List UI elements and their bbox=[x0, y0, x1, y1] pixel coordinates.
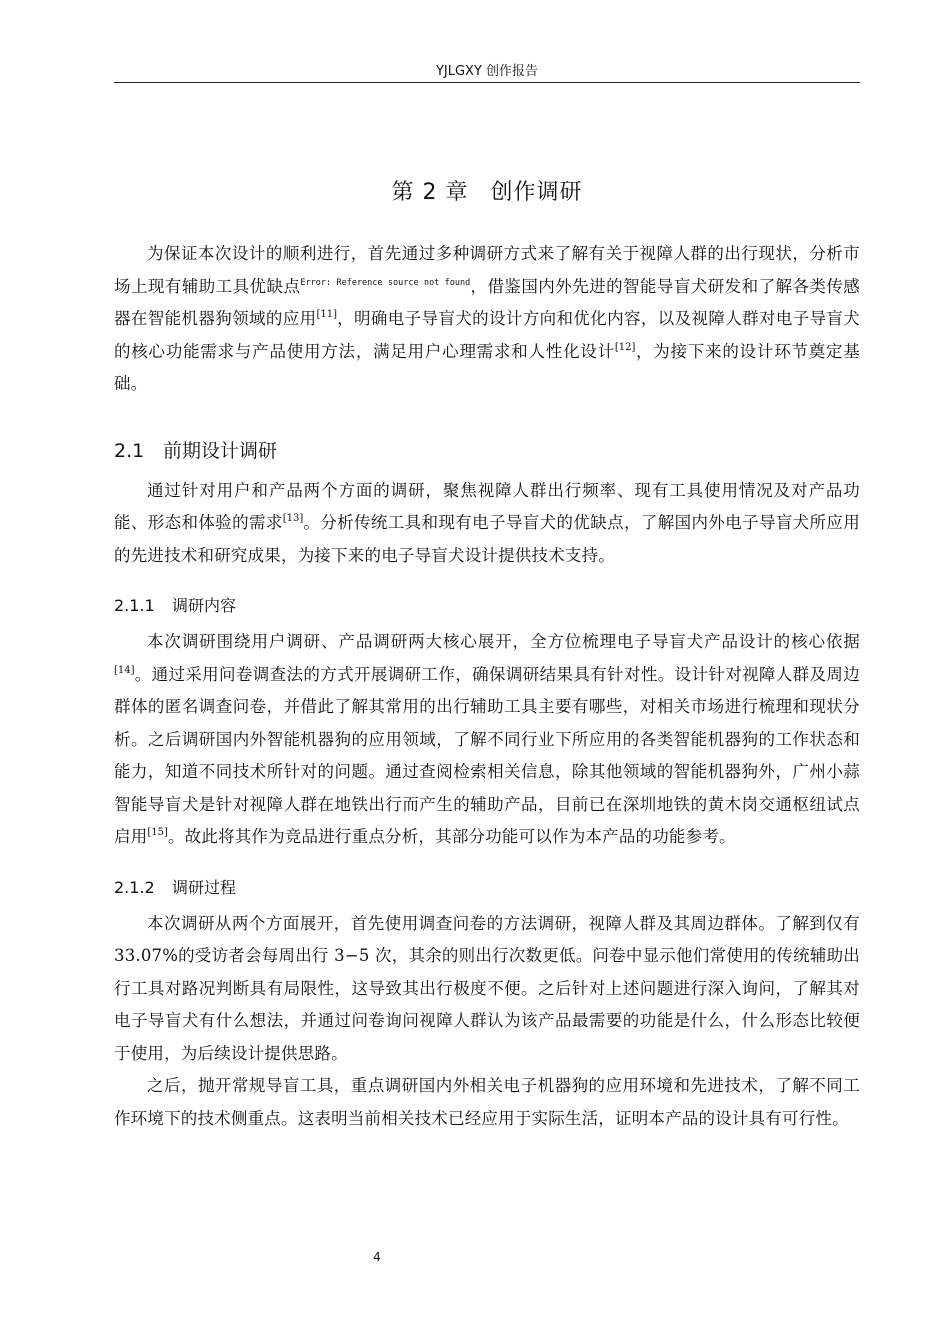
reference-error: Error: Reference source not found bbox=[300, 277, 471, 288]
chapter-title bbox=[114, 178, 860, 208]
chapter-number: 第 2 章 bbox=[391, 180, 469, 205]
citation: [13] bbox=[282, 513, 304, 524]
intro-text-3: ，明确电子导盲犬的设计方向和优化内容，以及视障人群对电子导盲犬的核心功能需求与产品使用方法，满足用户心理需求和人性化设计 bbox=[114, 309, 861, 361]
section-2-1-2-paragraph-1: 本次调研从两个方面展开，首先使用调查问卷的方法调研，视障人群及其周边群体。了解到仅有 33.07%的受访者会每周出行 3−5 次，其余的则出行次数更低。问卷中显示他们常使用的传统辅助出行工具对路况判断具有局限性，这导致其出行极度不便。之后针对上述问题进行深入询问，了解其对电子导盲犬有什么想法，并通过问卷询问视障人群认为该产品最需要的功能是什么，什么形态比较便于使用，为后续设计提供思路。 bbox=[114, 913, 860, 1063]
section-2-1-1-text-3: 。故此将其作为竞品进行重点分析，其部分功能可以作为本产品的功能参考。 bbox=[167, 827, 736, 846]
section-2-1-paragraph bbox=[114, 475, 860, 573]
intro-text-4: ，为接下来的设计环节奠定基础。 bbox=[114, 341, 860, 393]
intro-text-1: 为保证本次设计的顺利进行，首先通过多种调研方式来了解有关于视障人群的出行现状，分析市场上现有辅助工具优缺点 bbox=[114, 244, 860, 296]
subsection-title: 调研内容 bbox=[172, 596, 237, 615]
citation: [12] bbox=[614, 341, 636, 353]
citation: [11] bbox=[316, 309, 337, 320]
section-2-1-text-2: 。分析传统工具和现有电子导盲犬的优缺点，了解国内外电子导盲犬所应用的先进技术和研究成果，为接下来的电子导盲犬设计提供技术支持。 bbox=[114, 513, 860, 565]
section-2-1-1-text-1: 本次调研围绕用户调研、产品调研两大核心展开，全方位梳理电子导盲犬产品设计的核心依据 bbox=[147, 632, 860, 651]
subsection-heading-2-1-1 bbox=[114, 594, 860, 618]
section-2-1-1-text-2: 。通过采用问卷调查法的方式开展调研工作，确保调研结果具有针对性。设计针对视障人群及周边群体的匿名调查问卷，并借此了解其常用的出行辅助工具主要有哪些，对相关市场进行梳理和现状分析。之后调研国内外智能机器狗的应用领域，了解不同行业下所应用的各类智能机器狗的工作状态和能力，知道不同技术所针对的问题。通过查阅检索相关信息，除其他领域的智能机器狗外，广州小蒜智能导盲犬是针对视障人群在地铁出行而产生的辅助产品，目前已在深圳地铁的黄木岗交通枢纽试点启用 bbox=[114, 664, 860, 846]
header-rule bbox=[114, 82, 860, 83]
section-2-1-1-paragraph bbox=[114, 626, 860, 854]
section-title: 前期设计调研 bbox=[163, 439, 278, 462]
subsection-number: 2.1.1 bbox=[114, 596, 155, 615]
page-content bbox=[114, 140, 860, 1135]
page-number: 4 bbox=[373, 1250, 381, 1264]
chapter-name: 创作调研 bbox=[490, 180, 583, 205]
citation: [14] bbox=[114, 664, 135, 676]
subsection-number: 2.1.2 bbox=[114, 877, 155, 897]
section-number: 2.1 bbox=[114, 439, 145, 462]
citation: [15] bbox=[147, 827, 168, 838]
section-2-1-2-paragraph-2: 之后，抛开常规导盲工具，重点调研国内外相关电子机器狗的应用环境和先进技术，了解不同工作环境下的技术侧重点。这表明当前相关技术已经应用于实际生活，证明本产品的设计具有可行性。 bbox=[114, 1076, 860, 1128]
intro-paragraph bbox=[114, 238, 860, 401]
running-header: YJLGXY 创作报告 bbox=[435, 64, 539, 79]
section-heading-2-1 bbox=[114, 437, 860, 465]
subsection-heading-2-1-2 bbox=[114, 876, 860, 900]
subsection-title: 调研过程 bbox=[172, 877, 237, 897]
intro-text-2: ，借鉴国内外先进的智能导盲犬研发和了解各类传感器在智能机器狗领域的应用 bbox=[114, 276, 860, 328]
section-2-1-text-1: 通过针对用户和产品两个方面的调研，聚焦视障人群出行频率、现有工具使用情况及对产品功能、形态和体验的需求 bbox=[114, 480, 860, 532]
